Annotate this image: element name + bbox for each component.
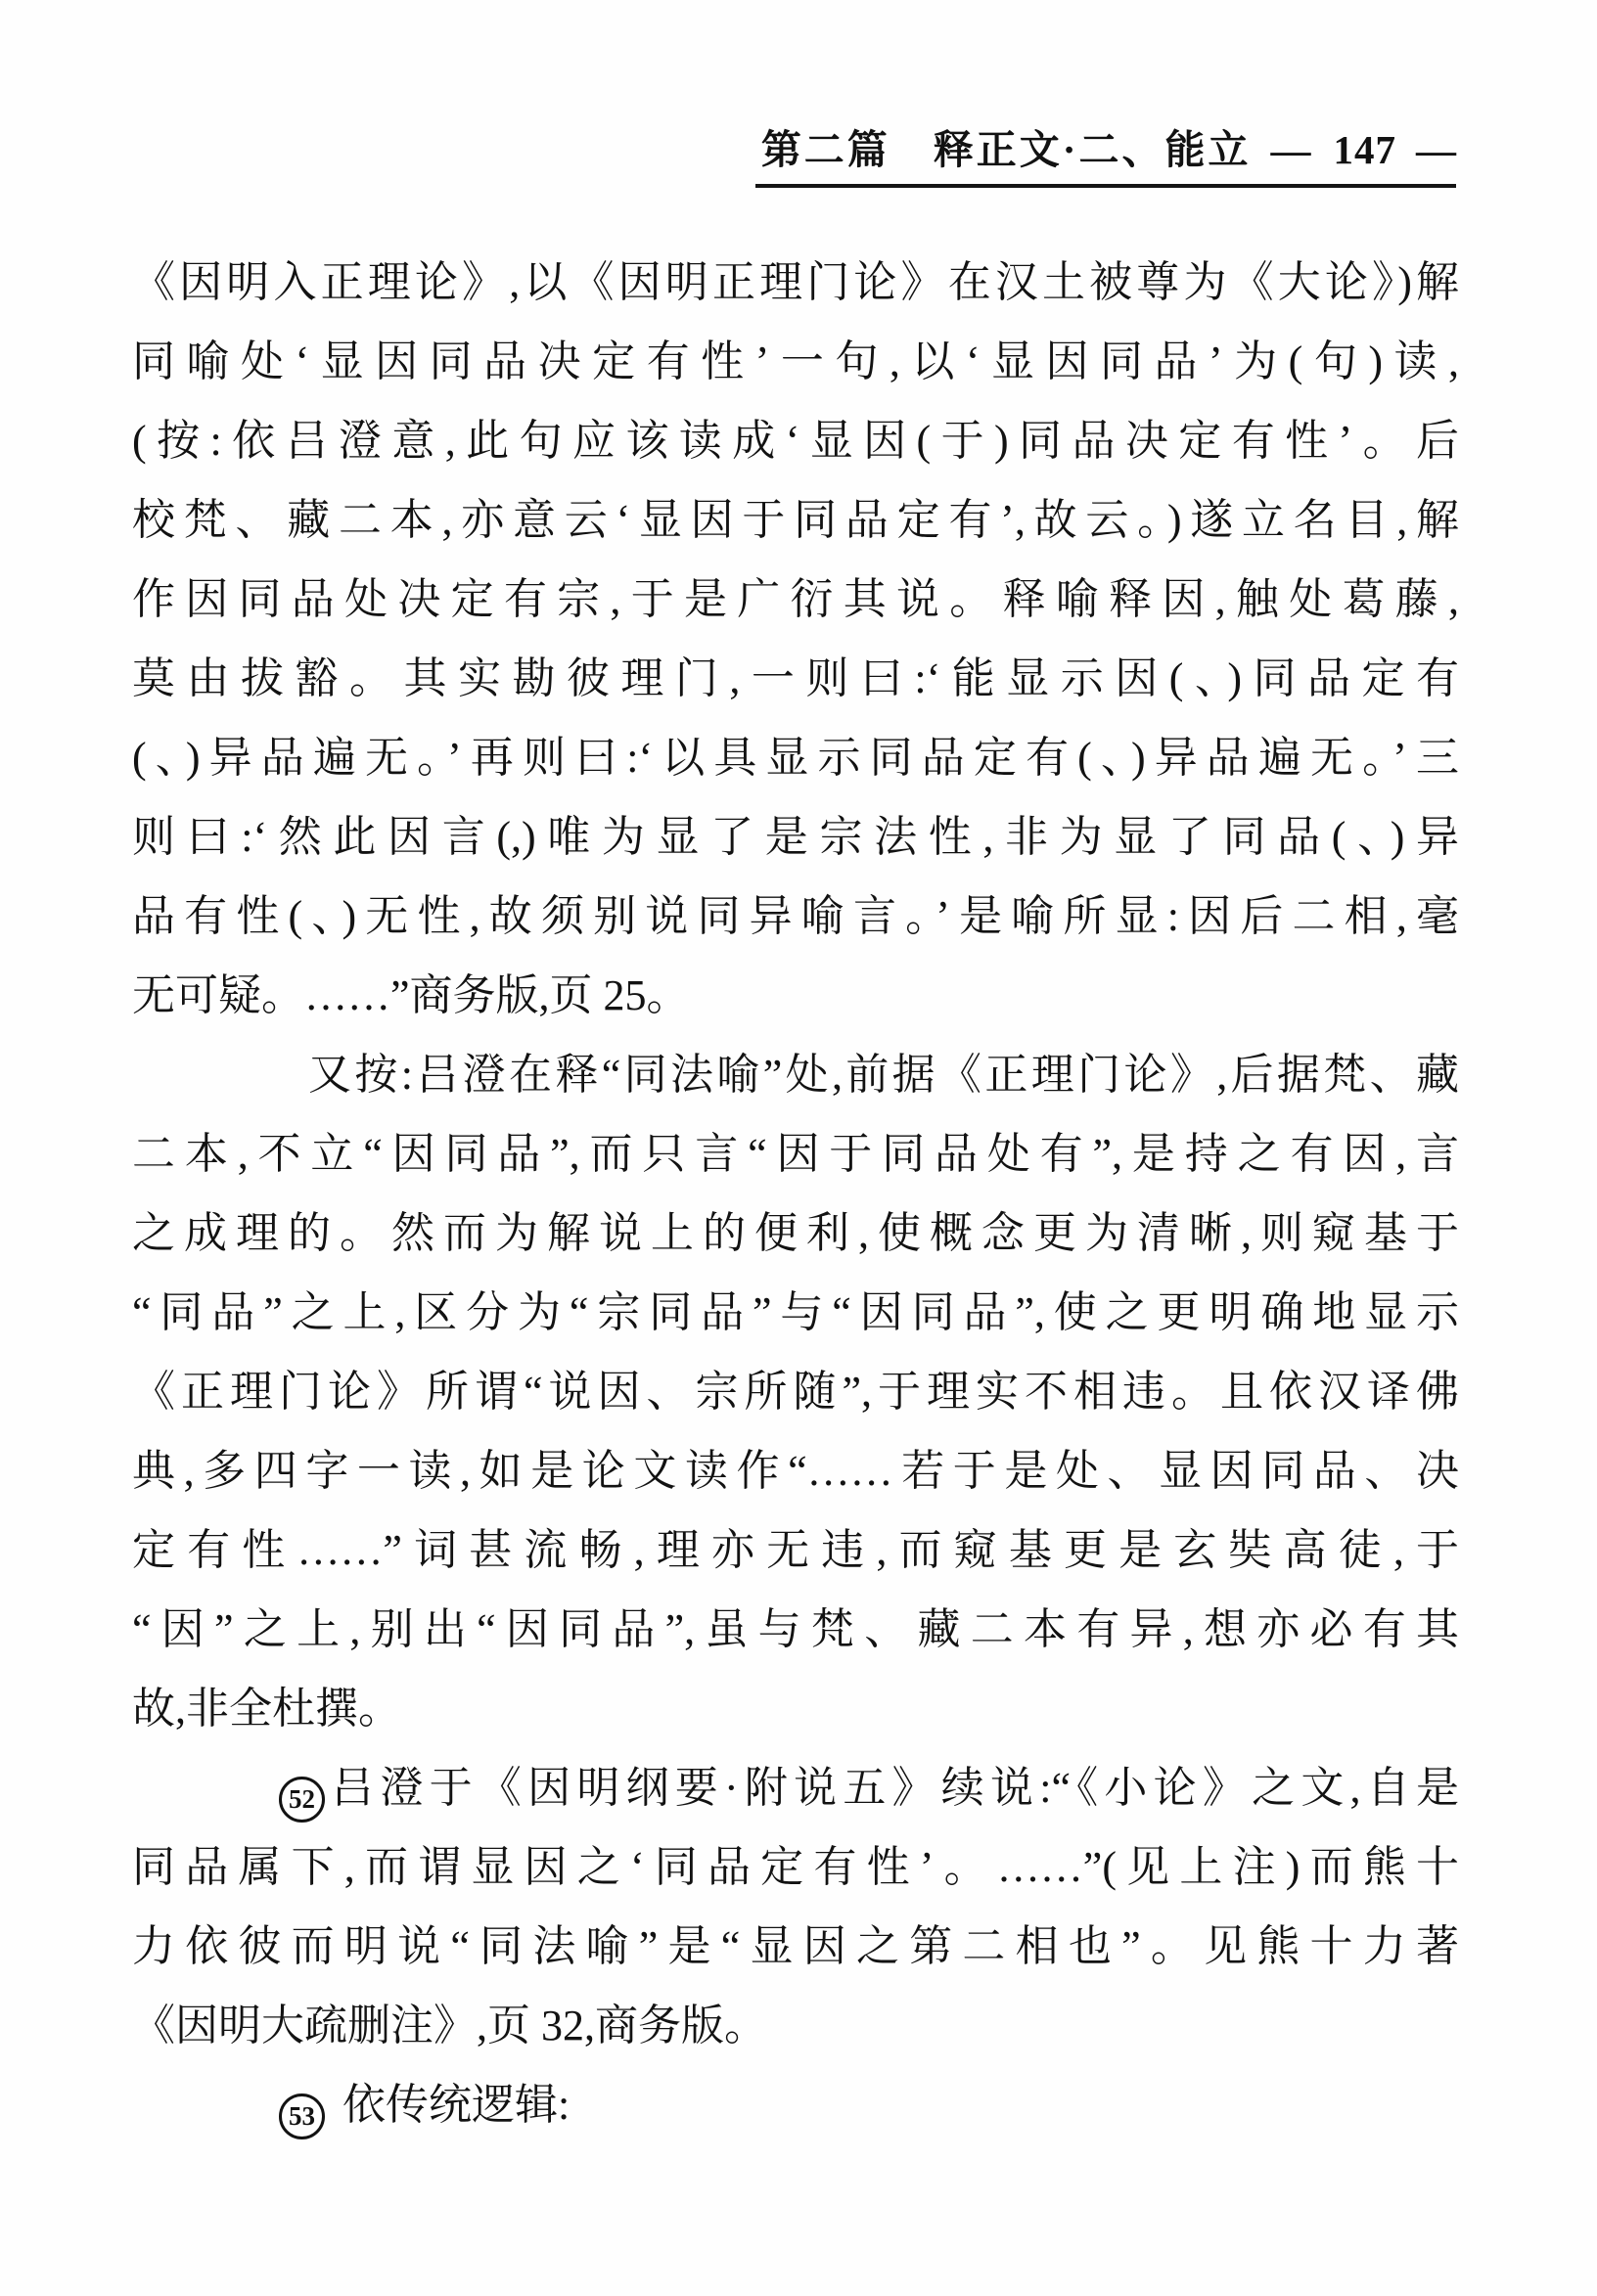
- text-line: 之成理的。然而为解说上的便利,使概念更为清晰,则窥基于: [132, 1209, 1459, 1257]
- text-line: 《因明大疏删注》,页 32,商务版。: [132, 2002, 767, 2049]
- body-text: [132, 243, 1459, 2144]
- footnote-53-text: 依传统逻辑:: [342, 2081, 570, 2129]
- header-dash-right: —: [1416, 127, 1459, 172]
- text-line: 同喻处‘显因同品决定有性’一句,以‘显因同品’为(句)读,: [132, 338, 1459, 385]
- header-section-title: 第二篇 释正文·二、能立: [760, 127, 1252, 172]
- circled-number-52: 52: [279, 1777, 325, 1823]
- text-line: 无可疑。……”商务版,页 25。: [132, 971, 690, 1019]
- footnote-52-text: 吕澄于《因明纲要·附说五》续说:“《小论》之文,自是: [325, 1764, 1459, 1812]
- page-number: 147: [1333, 127, 1396, 172]
- footnote-52-line: [132, 1748, 1459, 1827]
- header-dash-left: —: [1270, 127, 1314, 172]
- text-line: 莫由拔豁。其实勘彼理门,一则曰:‘能显示因(、)同品定有: [132, 654, 1459, 702]
- text-line: “同品”之上,区分为“宗同品”与“因同品”,使之更明确地显示: [132, 1288, 1459, 1336]
- text-line: 定有性……”词甚流畅,理亦无违,而窥基更是玄奘高徒,于: [132, 1526, 1459, 1574]
- running-header: [132, 117, 1459, 175]
- text-line: 品有性(、)无性,故须别说同异喻言。’是喻所显:因后二相,毫: [132, 892, 1459, 940]
- text-line: “因”之上,别出“因同品”,虽与梵、藏二本有异,想亦必有其: [132, 1605, 1459, 1653]
- text-line: 《正理门论》所谓“说因、宗所随”,于理实不相违。且依汉译佛: [132, 1368, 1459, 1416]
- text-line: 作因同品处决定有宗,于是广衍其说。释喻释因,触处葛藤,: [132, 575, 1459, 623]
- text-line: 故,非全杜撰。: [132, 1685, 401, 1733]
- text-line: 同品属下,而谓显因之‘同品定有性’。……”(见上注)而熊十: [132, 1843, 1459, 1891]
- circled-number-53: 53: [279, 2093, 325, 2139]
- footnote-53-line: [132, 2065, 1459, 2144]
- header-rule: [755, 184, 1456, 188]
- text-line: 二本,不立“因同品”,而只言“因于同品处有”,是持之有因,言: [132, 1130, 1459, 1178]
- text-line: (、)异品遍无。’再则曰:‘以具显示同品定有(、)异品遍无。’三: [132, 734, 1459, 782]
- text-line: (按:依吕澄意,此句应该读成‘显因(于)同品决定有性’。后: [132, 417, 1459, 465]
- text-line: 则曰:‘然此因言(,)唯为显了是宗法性,非为显了同品(、)异: [132, 813, 1459, 861]
- paragraph-start-line: 又按:吕澄在释“同法喻”处,前据《正理门论》,后据梵、藏: [308, 1051, 1459, 1099]
- text-line: 力依彼而明说“同法喻”是“显因之第二相也”。见熊十力著: [132, 1922, 1459, 1970]
- text-line: 典,多四字一读,如是论文读作“……若于是处、显因同品、决: [132, 1447, 1459, 1495]
- text-line: 《因明入正理论》,以《因明正理门论》在汉土被尊为《大论》)解: [132, 258, 1459, 306]
- text-line: 校梵、藏二本,亦意云‘显因于同品定有’,故云。)遂立名目,解: [132, 496, 1459, 544]
